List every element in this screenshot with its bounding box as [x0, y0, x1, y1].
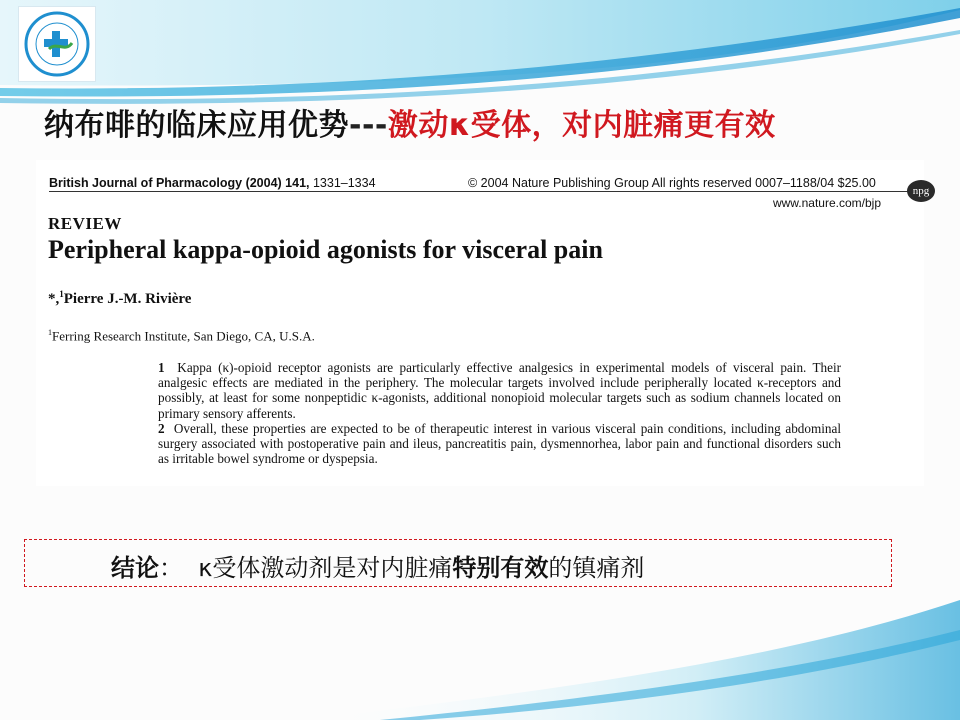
hospital-emblem-icon — [22, 9, 92, 79]
journal-citation — [49, 176, 376, 190]
journal-name: British Journal of Pharmacology (2004) 141, — [49, 176, 310, 190]
journal-url: www.nature.com/bjp — [772, 196, 881, 210]
author-superscript: 1 — [59, 289, 64, 299]
conclusion-colon: ： — [159, 554, 183, 582]
copyright-line: © 2004 Nature Publishing Group All rights reserved 0007–1188/04 $25.00 — [468, 176, 876, 190]
section-label: REVIEW — [48, 214, 122, 233]
conclusion-after: 的镇痛剂 — [548, 554, 645, 582]
npg-badge: npg — [907, 180, 935, 202]
abstract — [158, 360, 841, 466]
header-rule — [49, 191, 909, 192]
abstract-text: Overall, these properties are expected to be of therapeutic interest in various visceral pain conditions, including abdominal surgery associated with postoperative pain and ileus, pancreatitis pain, dysmennorhea, labor pain and functional disorders such as irritable bowel syndrome or dyspepsia. — [158, 420, 842, 467]
conclusion-label: 结论 — [111, 554, 159, 582]
slide-title — [44, 100, 944, 150]
abstract-number: 2 — [158, 420, 165, 436]
header-wave-decoration — [0, 0, 960, 110]
conclusion-text — [111, 548, 644, 583]
affiliation-text: Ferring Research Institute, San Diego, CA, U.S.A. — [52, 328, 315, 344]
author-name: Pierre J.-M. Rivière — [63, 291, 192, 307]
paper-header — [49, 174, 930, 197]
author-prefix: *, — [48, 291, 60, 307]
slide-title-main: 纳布啡的临床应用优势 — [44, 108, 349, 143]
slide-title-separator: --- — [349, 108, 388, 143]
abstract-paragraph — [158, 360, 841, 421]
abstract-text: Kappa (κ)-opioid receptor agonists are particularly effective analgesics in experimental models of visceral pain. Their analgesic effects are mediated in the periphery. The molecular targets involved include peripherally located κ-receptors and possibly, at least for some nonpeptidic κ-agonists, additional nonopioid molecular targets such as sodium channels located on primary sensory afferents. — [158, 360, 841, 421]
affiliation-superscript: 1 — [48, 328, 52, 337]
conclusion-box — [24, 539, 892, 587]
footer-wave-decoration — [0, 600, 960, 720]
abstract-number: 1 — [158, 360, 165, 375]
conclusion-emphasis: 特别有效 — [452, 554, 549, 582]
abstract-paragraph — [158, 421, 841, 467]
conclusion-before: κ受体激动剂是对内脏痛 — [198, 554, 453, 582]
paper-excerpt — [36, 160, 930, 486]
author-line — [48, 289, 191, 308]
slide-title-highlight: 激动κ受体，对内脏痛更有效 — [387, 108, 776, 143]
journal-pages: 1331–1334 — [309, 176, 376, 190]
hospital-logo — [18, 6, 96, 82]
paper-title: Peripheral kappa-opioid agonists for visceral pain — [48, 235, 603, 264]
affiliation-line — [48, 328, 315, 344]
